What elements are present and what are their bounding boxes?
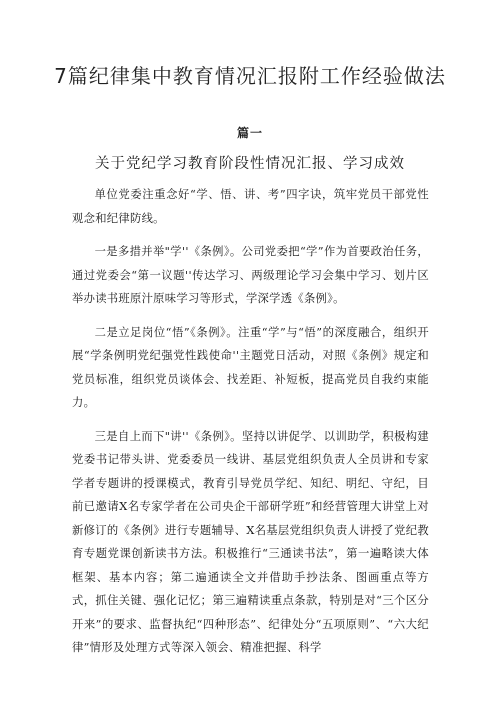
section-title: 关于党纪学习教育阶段性情况汇报、学习成效 (95, 156, 405, 172)
paragraph-study: 一是多措并举"学''《条例》。公司党委把“学”作为首要政治任务，通过党委会“第一议题''传达学习、两级理论学习会集中学习、划片区举办读书班原汁原味学习等形式，学深学透《条例》。 (72, 245, 429, 305)
paragraph-lecture: 三是自上而下"讲''《条例》。坚持以讲促学、以训助学，积极构建党委书记带头讲、党委委员一线讲、基层党组织负责人全员讲和专家学者专题讲的授课模式，教育引导党员学纪、知纪、明纪、守纪，目前已邀请X名专家学者在公司央企干部研学班”和经营管理大讲堂上对新修订的《条例》进行专题辅导、X名基层党组织负责人讲授了党纪教育专题党课创新读书方法。积极推行“三通读书法”，第一遍略读大体框架、基本内容；第二遍通读全文并借助手抄法条、图画重点等方式，抓住关键、强化记忆；第三遍精读重点条款，特别是对“三个区分开来”的要求、监督执纪“四种形态”、纪律处分“五项原则”、“六大纪律”情形及处理方式等深入领会、精准把握、科学 (72, 429, 430, 654)
paragraph-intro: 单位党委注重念好“学、悟、讲、考”四字诀，筑牢党员干部党性观念和纪律防线。 (72, 188, 429, 225)
document-title: 7篇纪律集中教育情况汇报附工作经验做法 (54, 64, 446, 88)
document-body (72, 183, 429, 670)
section-label: 篇一 (236, 126, 263, 140)
paragraph-understand: 二是立足岗位“悟”《条例》。注重“学”与“悟”的深度融合，组织开展“学条例明党纪强党性践使命''主题党日活动，对照《条例》规定和党员标准，组织党员谈体会、找差距、补短板，提高党员自我约束能力。 (72, 325, 429, 409)
